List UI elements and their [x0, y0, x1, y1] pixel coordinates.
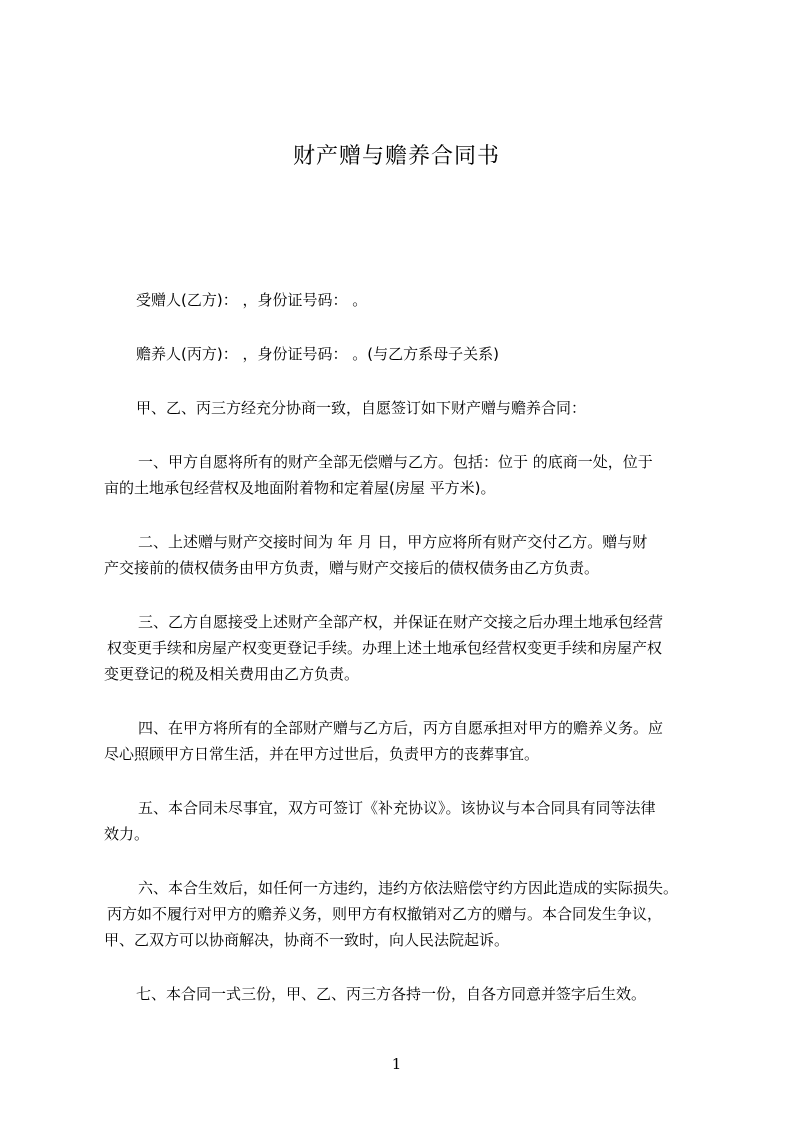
clause-line: 丙方如不履行对甲方的赡养义务，则甲方有权撤销对乙方的赠与。本合同发生争议，: [107, 905, 663, 923]
clause-line: 权变更手续和房屋产权变更登记手续。办理上述土地承包经营权变更手续和房屋产权: [107, 639, 663, 657]
clause-line: 产交接前的债权债务由甲方负责，赠与财产交接后的债权债务由乙方负责。: [104, 559, 600, 577]
clause-line: 效力。: [104, 825, 150, 843]
recipient-line: 受赠人(乙方)： ，身份证号码： 。: [136, 291, 368, 309]
clause-line: 一、甲方自愿将所有的财产全部无偿赠与乙方。包括：位于 的底商一处，位于: [138, 453, 653, 471]
clause-line: 五、本合同未尽事宜，双方可签订《补充协议》。该协议与本合同具有同等法律: [138, 799, 656, 817]
clause-line: 变更登记的税及相关费用由乙方负责。: [104, 665, 360, 683]
clause-line: 尽心照顾甲方日常生活，并在甲方过世后，负责甲方的丧葬事宜。: [104, 745, 540, 763]
clause-line: 亩的土地承包经营权及地面附着物和定着屋(房屋 平方米)。: [104, 479, 496, 497]
clause-line: 四、在甲方将所有的全部财产赠与乙方后，丙方自愿承担对甲方的赡养义务。应: [138, 719, 664, 737]
clause-line: 二、上述赠与财产交接时间为 年 月 日，甲方应将所有财产交付乙方。赠与财: [138, 533, 648, 551]
preamble-line: 甲、乙、丙三方经充分协商一致，自愿签订如下财产赠与赡养合同：: [136, 399, 587, 417]
page-number: 1: [391, 1055, 402, 1073]
clause-line: 三、乙方自愿接受上述财产全部产权，并保证在财产交接之后办理土地承包经营: [138, 613, 664, 631]
clause-line: 六、本合生效后，如任何一方违约，违约方依法赔偿守约方因此造成的实际损失。: [138, 879, 679, 897]
document-title: 财产赠与赡养合同书: [292, 144, 500, 169]
supporter-line: 赡养人(丙方)： ，身份证号码： 。(与乙方系母子关系): [136, 345, 499, 363]
clause-line: 甲、乙双方可以协商解决，协商不一致时，向人民法院起诉。: [104, 931, 510, 949]
clause-7: 七、本合同一式三份，甲、乙、丙三方各持一份，自各方同意并签字后生效。: [136, 985, 647, 1003]
